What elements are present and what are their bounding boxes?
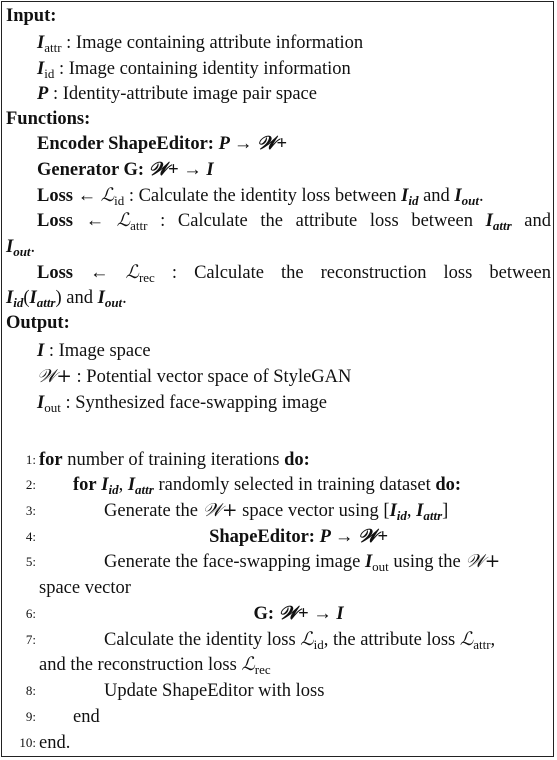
output-item-iout: $I_{out}$ : Synthesized face-swapping image — [37, 393, 327, 415]
output-heading: Output: — [6, 313, 70, 333]
algo-line-9: 9: end — [25, 707, 100, 727]
output-item-i: I : Image space — [37, 341, 151, 361]
algo-line-7-cont: and the reconstruction loss ℒ$_{rec}$ — [39, 654, 271, 677]
generator-line: Generator G: 𝒲+ → I — [37, 160, 214, 180]
algo-line-6: 6: G: 𝒲+ → I — [25, 604, 344, 624]
output-item-w: 𝒲+ : Potential vector space of StyleGAN — [37, 366, 352, 387]
algo-line-1: 1: for number of training iterations do: — [25, 450, 310, 470]
loss-rec-line: Loss ← ℒ$_{rec}$ : Calculate the reconstruction loss between — [37, 262, 552, 285]
loss-attr-line: Loss ← ℒ$_{attr}$ : Calculate the attribute loss between $I_{attr}$ and — [37, 210, 551, 233]
loss-attr-line-cont: $I_{out}$. — [6, 237, 36, 259]
functions-heading: Functions: — [6, 109, 91, 129]
algo-line-7: 7: Calculate the identity loss ℒ$_{id}$, the attribute loss ℒ$_{attr}$, — [25, 629, 496, 652]
input-item-iid: $I_{id}$ : Image containing identity information — [37, 59, 351, 81]
input-heading: Input: — [6, 6, 57, 26]
input-item-p: P : Identity-attribute image pair space — [37, 84, 317, 104]
loss-rec-line-cont: $I_{id}(I_{attr})$ and $I_{out}$. — [6, 288, 127, 310]
input-item-iattr: $I_{attr}$ : Image containing attribute information — [37, 33, 364, 55]
algo-line-5: 5: Generate the face-swapping image $I_{out}$ using the 𝒲+ — [25, 551, 501, 574]
encoder-line: Encoder ShapeEditor: P → 𝒲+ — [37, 134, 287, 154]
algo-line-5-cont: space vector — [39, 578, 131, 598]
algo-line-10: 10: end. — [19, 733, 71, 753]
algo-line-4: 4: ShapeEditor: P → 𝒲+ — [25, 527, 388, 547]
algo-line-3: 3: Generate the 𝒲+ space vector using [$I_{id}$, $I_{attr}$] — [25, 500, 449, 523]
algo-line-8: 8: Update ShapeEditor with loss — [25, 681, 325, 701]
loss-id-line: Loss ← ℒ$_{id}$ : Calculate the identity loss between $I_{id}$ and $I_{out}$. — [37, 185, 484, 208]
algo-line-2: 2: for $I_{id}$, $I_{attr}$ randomly selected in training dataset do: — [25, 475, 462, 497]
